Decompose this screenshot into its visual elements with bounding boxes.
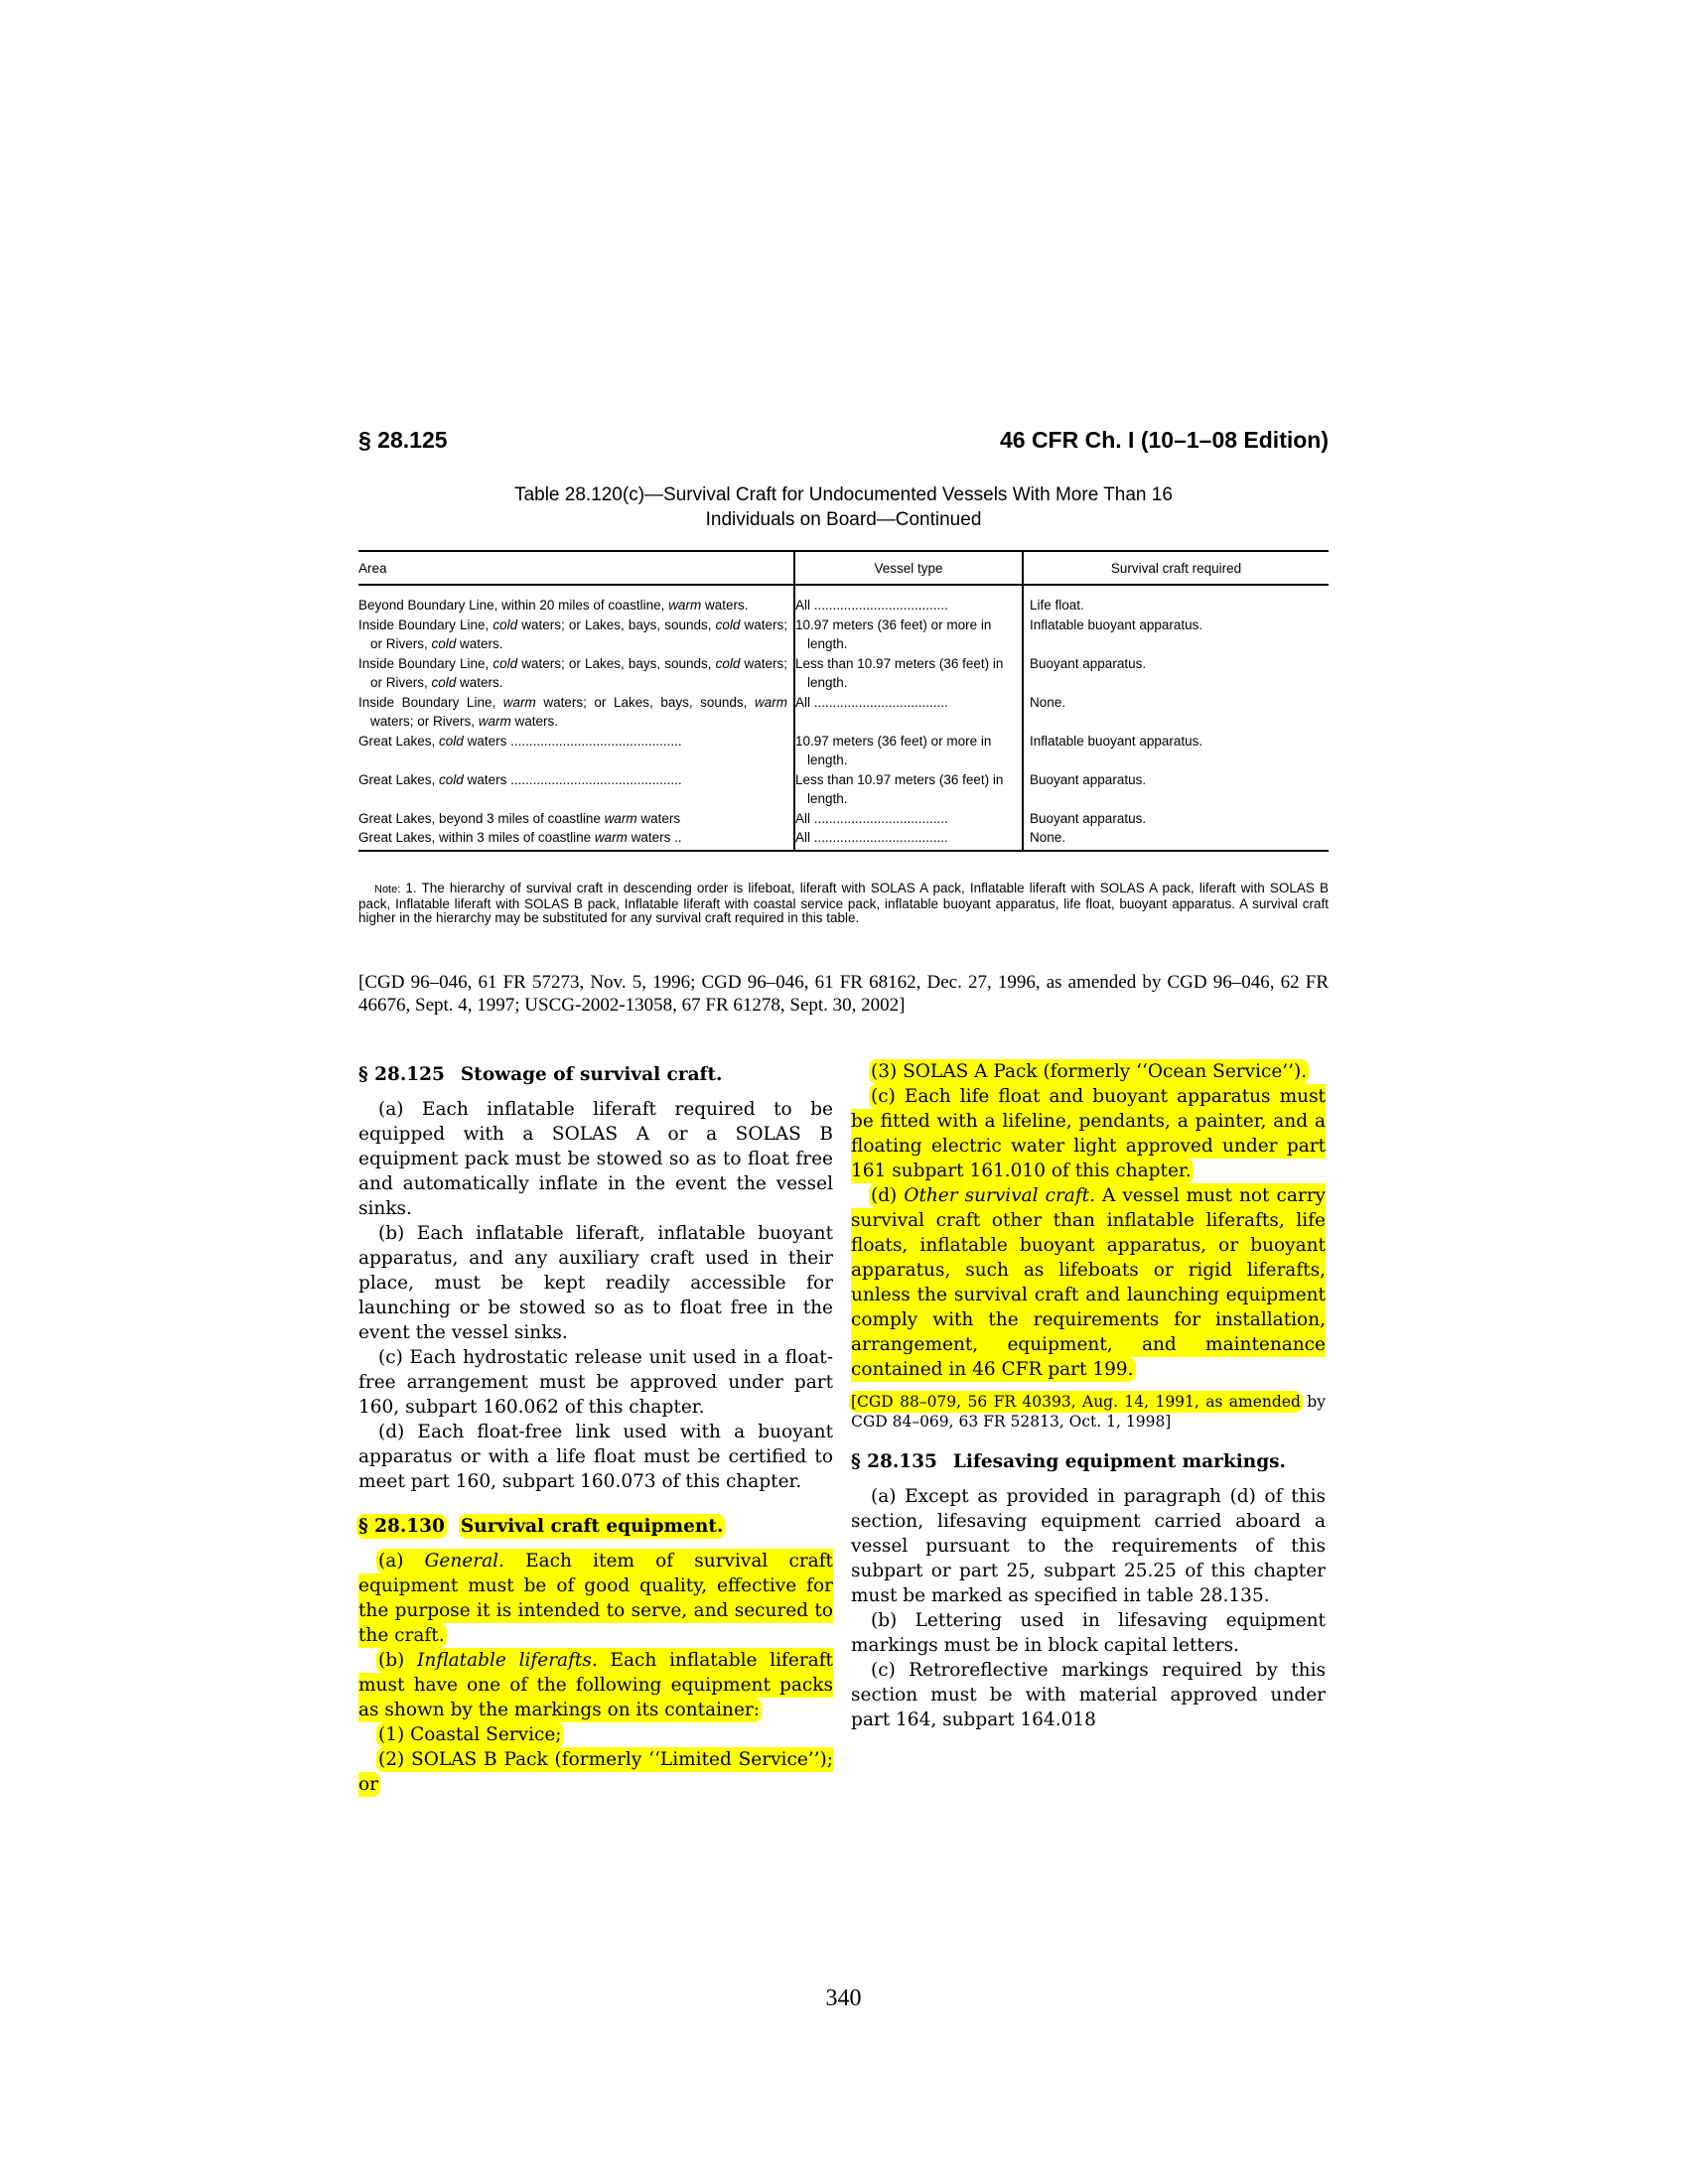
paragraph-28-130-a (358, 1549, 833, 1648)
column-header-survival-craft: Survival craft required (1023, 551, 1329, 585)
list-item: (1) Coastal Service; (378, 1724, 562, 1745)
paragraph-28-130-b (358, 1648, 833, 1722)
citation-28-130 (851, 1392, 1326, 1432)
section-title: Lifesaving equipment markings. (952, 1451, 1286, 1472)
section-heading-28-135 (851, 1449, 1326, 1474)
table-row (358, 732, 1329, 770)
list-item: (3) SOLAS A Pack (formerly ‘‘Ocean Service’’). (871, 1061, 1308, 1082)
cell-vessel-type: Less than 10.97 meters (36 feet) in length. (794, 654, 1023, 693)
left-column (358, 1062, 833, 1797)
paragraph-28-130-b2 (358, 1747, 833, 1797)
citation-28-120: [CGD 96–046, 61 FR 57273, Nov. 5, 1996; CGD 96–046, 61 FR 68162, Dec. 27, 1996, as amended by CGD 96–046, 62 FR 46676, Sept. 4, 1997; USCG-2002-13058, 67 FR 61278, Sept. 30, 2002] (358, 972, 1329, 1016)
cell-required: Buoyant apparatus. (1023, 654, 1329, 693)
paragraph-heading: Other survival craft. (904, 1185, 1095, 1206)
paragraph-label: (a) (378, 1551, 404, 1571)
paragraph-28-135-a: (a) Except as provided in paragraph (d) of this section, lifesaving equipment carried aboard a vessel pursuant to the requirements of this subpart or part 25, subpart 25.25 of this chapter must be marked as specified in table 28.135. (851, 1486, 1326, 1606)
cell-vessel-type: All .................................... (794, 693, 1023, 732)
section-number: § 28.125 (358, 1064, 445, 1085)
cell-required: Inflatable buoyant apparatus. (1023, 732, 1329, 770)
running-head-section: § 28.125 (358, 427, 448, 453)
section-number: § 28.130 (358, 1516, 445, 1537)
cell-vessel-type: All .................................... (794, 809, 1023, 829)
cell-area: Great Lakes, beyond 3 miles of coastline warm waters (358, 810, 681, 826)
paragraph-heading: General. (424, 1551, 504, 1571)
cell-area: Great Lakes, cold waters .............................................. (358, 733, 682, 749)
paragraph-28-125-b: (b) Each inflatable liferaft, inflatable buoyant apparatus, and any auxiliary craft used in their place, must be kept readily accessible for launching or be stowed so as to float free in the event the vessel sinks. (358, 1223, 833, 1343)
cell-required: Buoyant apparatus. (1023, 770, 1329, 809)
cell-required: None. (1023, 828, 1329, 851)
survival-craft-table (358, 550, 1329, 852)
table-note (358, 882, 1329, 926)
cell-area: Inside Boundary Line, cold waters; or Lakes, bays, sounds, cold waters; or Rivers, cold waters. (358, 655, 788, 690)
paragraph-text: Each inflatable liferaft must have one of the following equipment packs as shown by the markings on its container: (358, 1650, 833, 1720)
paragraph-28-135-c: (c) Retroreflective markings required by this section must be with material approved under part 164, subpart 164.018 (851, 1660, 1326, 1730)
citation-highlighted: [CGD 88–079, 56 FR 40393, Aug. 14, 1991, as amended (851, 1393, 1301, 1411)
cell-area: Inside Boundary Line, warm waters; or Lakes, bays, sounds, warm waters; or Rivers, warm waters. (358, 694, 787, 729)
paragraph-28-125-c: (c) Each hydrostatic release unit used in a float-free arrangement must be approved under part 160, subpart 160.062 of this chapter. (358, 1347, 833, 1418)
column-header-area: Area (358, 551, 794, 585)
paragraph-label: (b) (378, 1650, 405, 1671)
running-head-source: 46 CFR Ch. I (10–1–08 Edition) (999, 427, 1329, 453)
note-label: Note: (374, 884, 401, 895)
page-number: 340 (825, 1985, 862, 2011)
cell-area: Beyond Boundary Line, within 20 miles of coastline, warm waters. (358, 598, 749, 613)
cell-required: Buoyant apparatus. (1023, 809, 1329, 829)
section-title: Survival craft equipment. (460, 1516, 724, 1537)
cell-required: Inflatable buoyant apparatus. (1023, 615, 1329, 654)
paragraph-28-125-a: (a) Each inflatable liferaft required to be equipped with a SOLAS A or a SOLAS B equipment pack must be stowed so as to float free and automatically inflate in the event the vessel sinks. (358, 1099, 833, 1219)
table-row (358, 828, 1329, 851)
cell-vessel-type: 10.97 meters (36 feet) or more in length. (794, 615, 1023, 654)
table-row (358, 615, 1329, 654)
table-title (358, 482, 1329, 532)
table-row (358, 809, 1329, 829)
cell-area: Great Lakes, cold waters .............................................. (358, 771, 682, 787)
cell-vessel-type: 10.97 meters (36 feet) or more in length. (794, 732, 1023, 770)
cell-vessel-type: All .................................... (794, 828, 1023, 851)
cell-area: Inside Boundary Line, cold waters; or Lakes, bays, sounds, cold waters; or Rivers, cold waters. (358, 616, 788, 651)
paragraph-28-130-b3 (851, 1059, 1326, 1084)
section-heading-28-125 (358, 1062, 833, 1087)
right-column (851, 1059, 1326, 1732)
cell-required: None. (1023, 693, 1329, 732)
section-title: Stowage of survival craft. (460, 1064, 723, 1085)
cell-area: Great Lakes, within 3 miles of coastline warm waters .. (358, 828, 794, 851)
paragraph-28-130-b1 (358, 1722, 833, 1747)
table-row (358, 654, 1329, 693)
cell-required: Life float. (1023, 585, 1329, 615)
table-header-row (358, 551, 1329, 585)
paragraph-28-125-d: (d) Each float-free link used with a buoyant apparatus or with a life float must be certified to meet part 160, subpart 160.073 of this chapter. (358, 1422, 833, 1492)
note-text: 1. The hierarchy of survival craft in descending order is lifeboat, liferaft with SOLAS A pack, Inflatable liferaft with SOLAS A pack, liferaft with SOLAS B pack, Inflatable liferaft with SOLAS B pack, Inflatable liferaft with coastal service pack, inflatable buoyant apparatus, life float, buoyant apparatus. A survival craft higher in the hierarchy may be substituted for any survival craft required in this table. (358, 881, 1329, 925)
table-row (358, 693, 1329, 732)
section-heading-28-130 (358, 1514, 833, 1539)
paragraph-text: (c) Each life float and buoyant apparatus must be fitted with a lifeline, pendants, a painter, and a floating electric water light approved under part 161 subpart 161.010 of this chapter. (851, 1086, 1326, 1181)
paragraph-28-135-b: (b) Lettering used in lifesaving equipment markings must be in block capital letters. (851, 1610, 1326, 1656)
cell-vessel-type: All .................................... (794, 585, 1023, 615)
table-title-line1: Table 28.120(c)—Survival Craft for Undocumented Vessels With More Than 16 (514, 484, 1173, 505)
section-number: § 28.135 (851, 1451, 937, 1472)
paragraph-text: Each item of survival craft equipment must be of good quality, effective for the purpose it is intended to serve, and secured to the craft. (358, 1551, 833, 1646)
paragraph-28-130-c (851, 1084, 1326, 1183)
column-header-vessel-type: Vessel type (794, 551, 1023, 585)
list-item: (2) SOLAS B Pack (formerly ‘‘Limited Service’’); or (358, 1749, 833, 1795)
table-row (358, 770, 1329, 809)
paragraph-heading: Inflatable liferafts. (417, 1650, 598, 1671)
table-row (358, 585, 1329, 615)
citation-rest: by CGD 84–069, 63 FR 52813, Oct. 1, 1998] (851, 1393, 1326, 1431)
table-title-line2: Individuals on Board—Continued (705, 509, 982, 530)
running-head (358, 427, 1329, 457)
paragraph-text: A vessel must not carry survival craft other than inflatable liferafts, life floats, inflatable buoyant apparatus, or buoyant apparatus, such as lifeboats or rigid liferafts, unless the survival craft and launching equipment comply with the requirements for installation, arrangement, equipment, and maintenance contained in 46 CFR part 199. (851, 1185, 1326, 1380)
paragraph-label: (d) (871, 1185, 898, 1206)
paragraph-28-130-d (851, 1183, 1326, 1382)
cell-vessel-type: Less than 10.97 meters (36 feet) in length. (794, 770, 1023, 809)
